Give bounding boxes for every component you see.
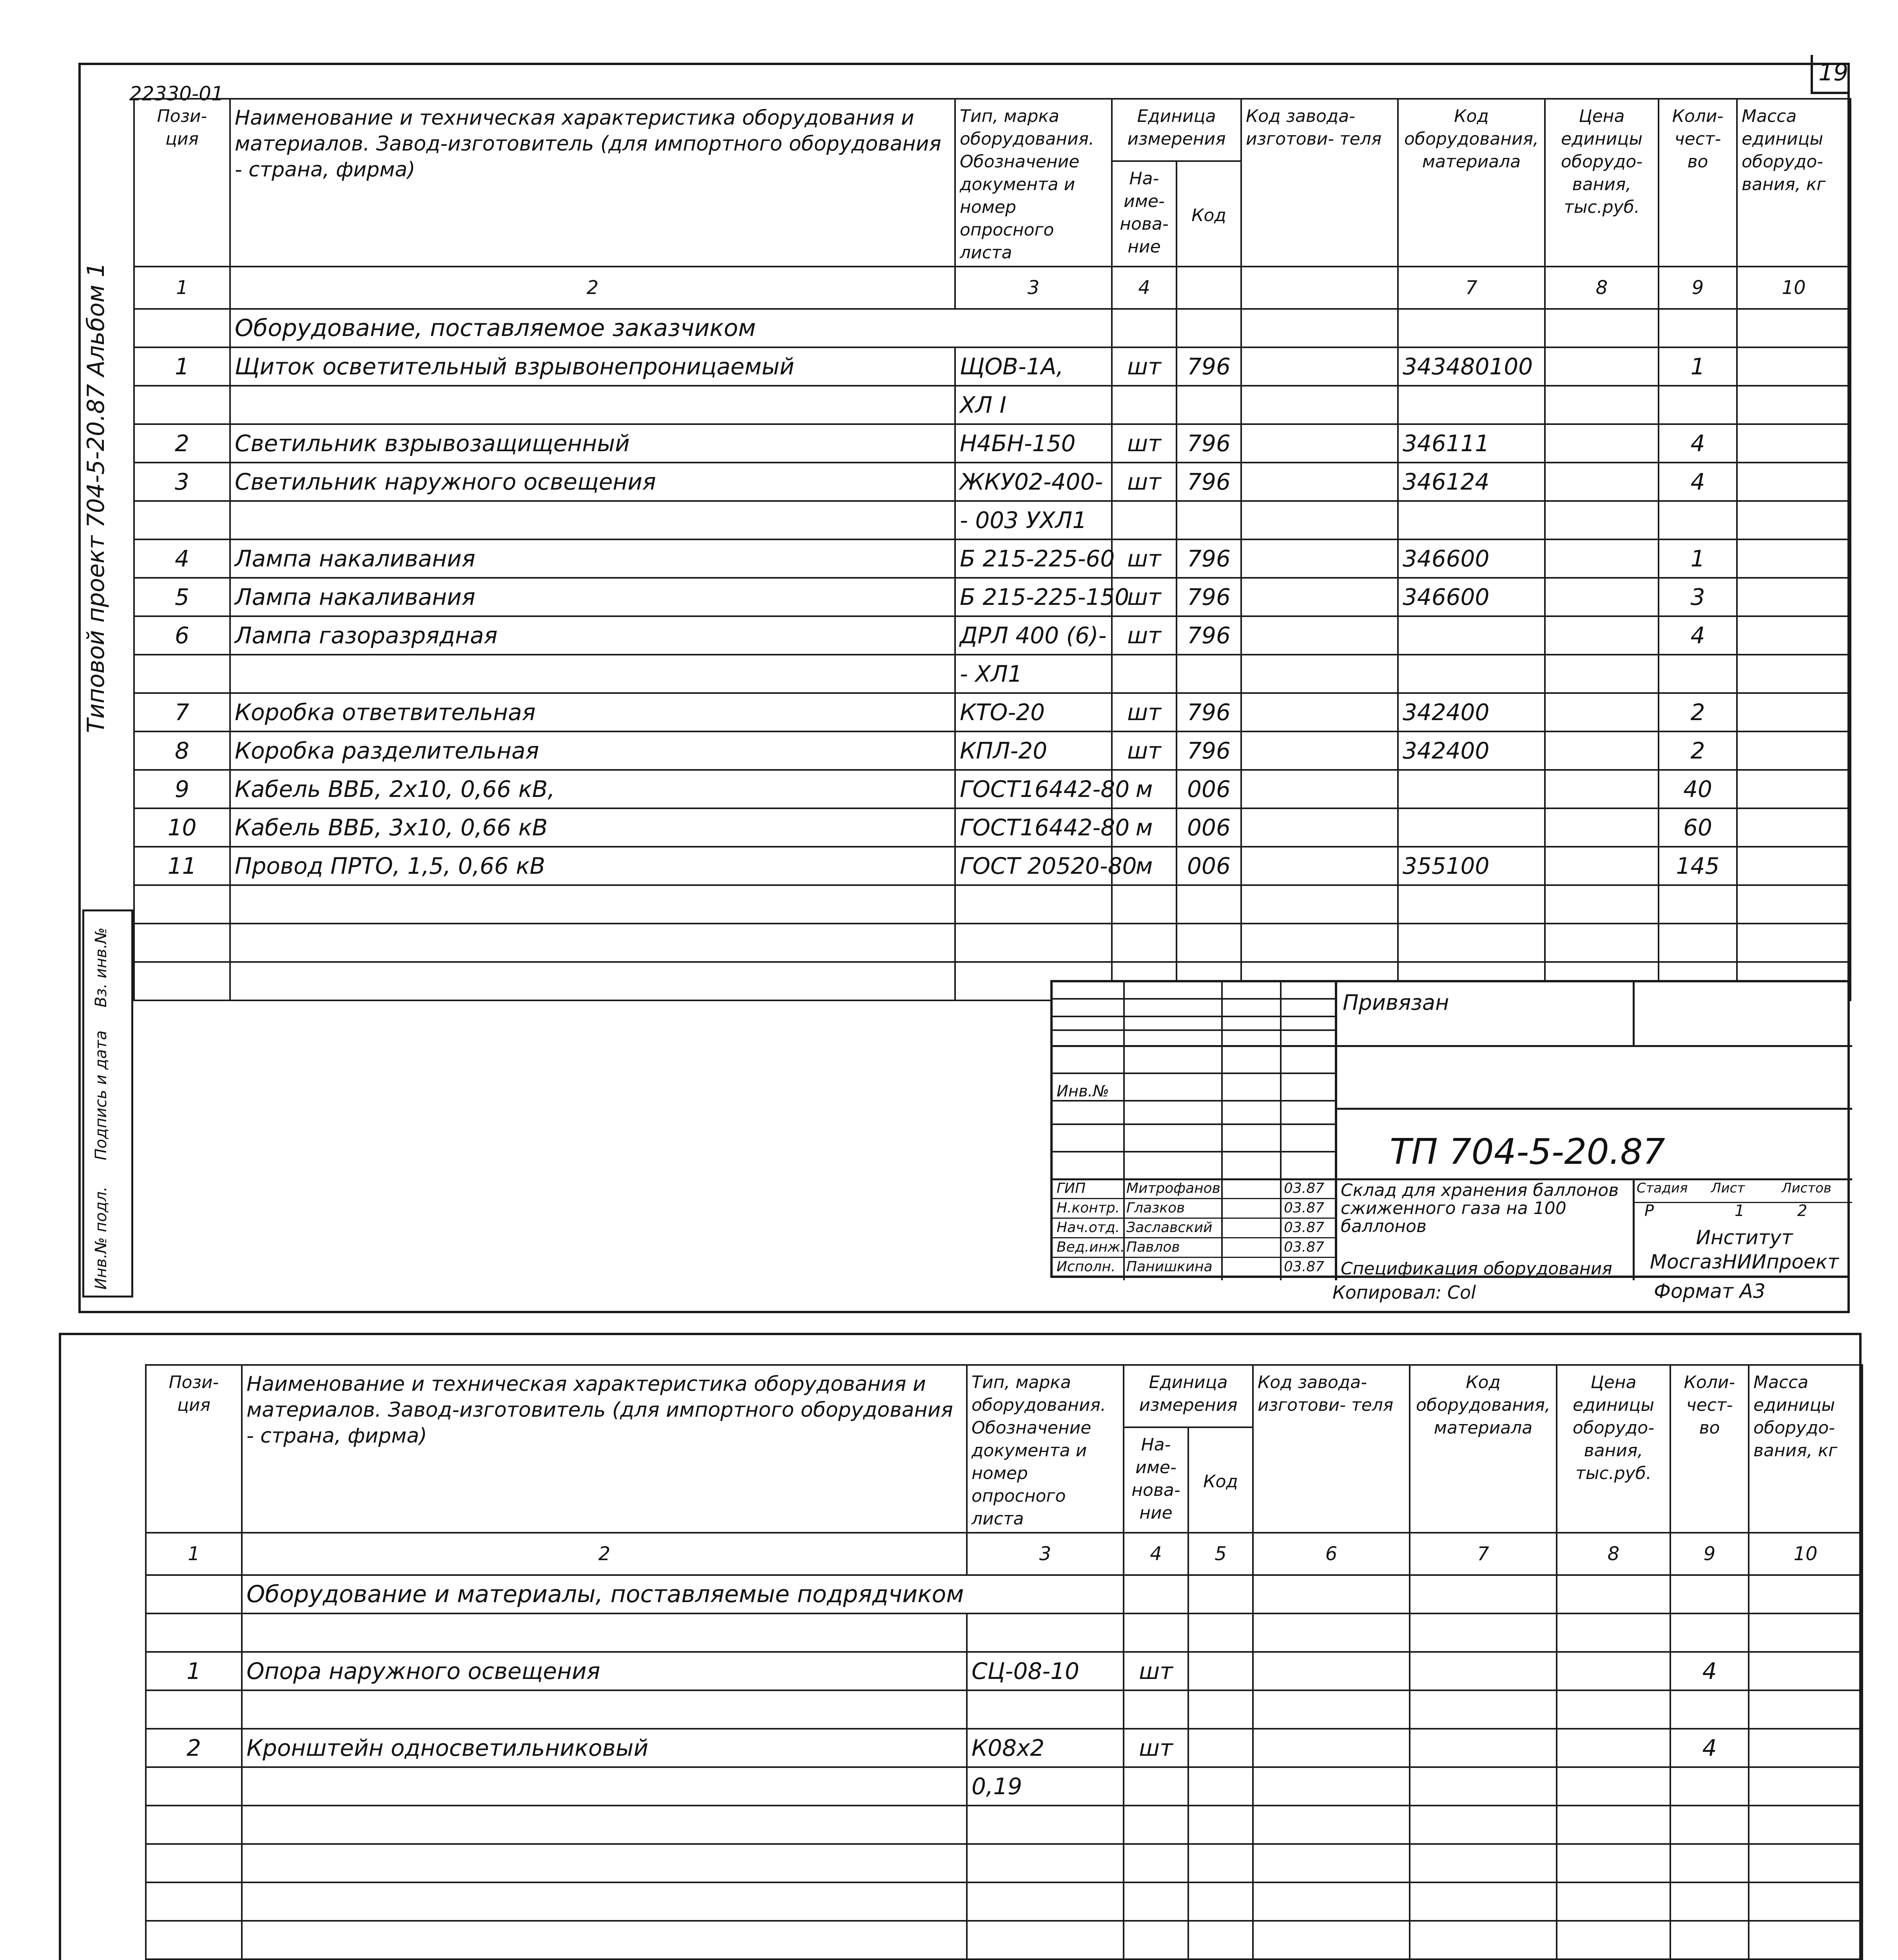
- row-equipment-code: [1398, 616, 1545, 655]
- row-factory-code: [1241, 847, 1398, 885]
- table-row: [134, 847, 1851, 885]
- header-pos: Пози- ция: [134, 99, 230, 267]
- side-stamp-1-label-2: Подпись и дата: [92, 1030, 110, 1160]
- row-price: [1545, 808, 1659, 847]
- stamp-role: Вед.инж.: [1057, 1239, 1125, 1255]
- row-price: [1545, 655, 1659, 693]
- side-album-label: Типовой проект 704-5-20.87 Альбом 1: [82, 262, 110, 733]
- row-factory-code: [1241, 347, 1398, 386]
- row-mass: [1749, 1690, 1862, 1729]
- row-name: Светильник наружного освещения: [230, 463, 955, 501]
- table-row: [134, 539, 1851, 578]
- row-unit-code: 796: [1177, 539, 1241, 578]
- col-num: 3: [967, 1533, 1124, 1575]
- sheet-value-1: 1: [1735, 1202, 1745, 1220]
- col-num: 4: [1112, 267, 1177, 309]
- row-quantity: 2: [1659, 693, 1737, 731]
- stamp-name: Заславский: [1126, 1220, 1213, 1236]
- column-numbers-row: [134, 267, 1851, 309]
- stamp-name: Глазков: [1126, 1200, 1185, 1216]
- header-unit: Единица измерения: [1124, 1365, 1253, 1427]
- row-quantity: 1: [1659, 347, 1737, 386]
- row-price: [1545, 501, 1659, 539]
- row-position: 7: [134, 693, 230, 731]
- row-equipment-code: [1398, 655, 1545, 693]
- header-unit-name: На- име- нова- ние: [1112, 161, 1177, 267]
- row-unit-code: 006: [1177, 847, 1241, 885]
- table-row: [134, 578, 1851, 616]
- table-row: [146, 1652, 1862, 1690]
- row-unit-code: 796: [1177, 347, 1241, 386]
- row-price: [1545, 731, 1659, 770]
- row-equipment-code: 346600: [1398, 578, 1545, 616]
- row-equipment-code: 342400: [1398, 693, 1545, 731]
- row-unit-code: 796: [1177, 578, 1241, 616]
- table-row: [134, 616, 1851, 655]
- row-type: ЖКУ02-400-: [955, 463, 1112, 501]
- row-position: 1: [146, 1652, 242, 1690]
- header-unit-name: На- име- нова- ние: [1124, 1427, 1188, 1533]
- header-type: Тип, марка оборудования. Обозначение документа и номер опросного листа: [955, 99, 1112, 267]
- row-quantity: 2: [1659, 731, 1737, 770]
- row-name: [242, 1767, 967, 1806]
- row-unit-code: [1188, 1690, 1253, 1729]
- stamp-date: 03.87: [1284, 1220, 1325, 1236]
- header-qty: Коли- чест- во: [1659, 99, 1737, 267]
- row-type: [967, 1690, 1124, 1729]
- row-type: - ХЛ1: [955, 655, 1112, 693]
- row-price: [1545, 347, 1659, 386]
- table-row: [134, 463, 1851, 501]
- header-type: Тип, марка оборудования. Обозначение документа и номер опросного листа: [967, 1365, 1124, 1533]
- side-stamp-1-label-3: Вз. инв.№: [92, 927, 110, 1007]
- stamp-date: 03.87: [1284, 1180, 1325, 1196]
- row-mass: [1737, 463, 1851, 501]
- stamp-role: Нач.отд.: [1057, 1220, 1120, 1236]
- col-num: 10: [1749, 1533, 1862, 1575]
- table-row: [134, 501, 1851, 539]
- row-price: [1557, 1767, 1670, 1806]
- row-type: [967, 1613, 1124, 1652]
- sheets-label-1: Листов: [1782, 1180, 1832, 1196]
- row-mass: [1749, 1767, 1862, 1806]
- row-factory-code: [1253, 1690, 1410, 1729]
- row-equipment-code: 346111: [1398, 424, 1545, 463]
- row-equipment-code: [1398, 770, 1545, 808]
- spec-table-1: [133, 98, 1851, 1001]
- table-row: [134, 386, 1851, 424]
- section-title-2: Оборудование и материалы, поставляемые подрядчиком: [242, 1575, 1124, 1613]
- col-num: 9: [1670, 1533, 1749, 1575]
- row-name: Кабель ВВБ, 2x10, 0,66 кВ,: [230, 770, 955, 808]
- row-position: [134, 501, 230, 539]
- row-name: Коробка разделительная: [230, 731, 955, 770]
- row-type: 0,19: [967, 1767, 1124, 1806]
- header-unit-code: Код: [1177, 161, 1241, 267]
- row-equipment-code: [1398, 501, 1545, 539]
- row-unit: шт: [1112, 347, 1177, 386]
- empty-row: [146, 1806, 1862, 1844]
- table-row: [134, 770, 1851, 808]
- table-row: [146, 1729, 1862, 1767]
- row-price: [1545, 578, 1659, 616]
- row-name: [242, 1690, 967, 1729]
- row-factory-code: [1241, 616, 1398, 655]
- stamp-role: Н.контр.: [1057, 1200, 1120, 1216]
- row-name: Светильник взрывозащищенный: [230, 424, 955, 463]
- row-mass: [1737, 424, 1851, 463]
- row-quantity: [1659, 655, 1737, 693]
- side-stamp-1-label-1: Инв.№ подл.: [92, 1186, 110, 1290]
- row-type: ДРЛ 400 (6)-: [955, 616, 1112, 655]
- col-num: 10: [1737, 267, 1851, 309]
- row-factory-code: [1241, 424, 1398, 463]
- empty-row: [146, 1844, 1862, 1882]
- row-unit: [1112, 655, 1177, 693]
- row-mass: [1737, 386, 1851, 424]
- row-quantity: 40: [1659, 770, 1737, 808]
- table-row: [146, 1690, 1862, 1729]
- row-price: [1545, 424, 1659, 463]
- row-name: [242, 1613, 967, 1652]
- row-price: [1545, 693, 1659, 731]
- stamp-date: 03.87: [1284, 1200, 1325, 1216]
- row-unit: [1112, 386, 1177, 424]
- row-factory-code: [1241, 578, 1398, 616]
- row-equipment-code: [1410, 1613, 1557, 1652]
- stamp-date: 03.87: [1284, 1259, 1325, 1275]
- row-unit-code: [1177, 501, 1241, 539]
- row-quantity: 4: [1659, 616, 1737, 655]
- col-num: 1: [146, 1533, 242, 1575]
- row-equipment-code: 343480100: [1398, 347, 1545, 386]
- row-name: Кронштейн односветильниковый: [242, 1729, 967, 1767]
- row-unit: [1124, 1767, 1188, 1806]
- row-type: Н4БН-150: [955, 424, 1112, 463]
- row-quantity: [1659, 386, 1737, 424]
- row-factory-code: [1241, 463, 1398, 501]
- row-unit: шт: [1112, 539, 1177, 578]
- row-quantity: 4: [1670, 1729, 1749, 1767]
- row-type: ГОСТ16442-80: [955, 808, 1112, 847]
- row-type: Б 215-225-150: [955, 578, 1112, 616]
- row-mass: [1737, 808, 1851, 847]
- row-mass: [1749, 1613, 1862, 1652]
- row-position: 2: [146, 1729, 242, 1767]
- section-title-1: Оборудование, поставляемое заказчиком: [230, 309, 1112, 347]
- row-factory-code: [1253, 1652, 1410, 1690]
- row-mass: [1737, 616, 1851, 655]
- row-factory-code: [1253, 1613, 1410, 1652]
- row-position: [146, 1767, 242, 1806]
- row-unit-code: [1188, 1652, 1253, 1690]
- row-name: Провод ПРТО, 1,5, 0,66 кВ: [230, 847, 955, 885]
- row-unit-code: 006: [1177, 770, 1241, 808]
- row-factory-code: [1241, 655, 1398, 693]
- col-num: 3: [955, 267, 1112, 309]
- row-unit-code: 796: [1177, 463, 1241, 501]
- row-position: 6: [134, 616, 230, 655]
- privyazan-label-1: Привязан: [1343, 990, 1449, 1015]
- table-row: [134, 347, 1851, 386]
- stamp-name: Павлов: [1126, 1239, 1180, 1255]
- row-price: [1545, 539, 1659, 578]
- row-position: [134, 655, 230, 693]
- col-num: 5: [1188, 1533, 1253, 1575]
- row-name: Коробка ответвительная: [230, 693, 955, 731]
- col-num: 6: [1253, 1533, 1410, 1575]
- inv-no-label-1: Инв.№: [1057, 1082, 1109, 1100]
- row-type: - 003 УХЛ1: [955, 501, 1112, 539]
- row-mass: [1737, 578, 1851, 616]
- row-type: ГОСТ16442-80: [955, 770, 1112, 808]
- col-num: 2: [242, 1533, 967, 1575]
- row-unit: шт: [1124, 1652, 1188, 1690]
- row-unit: [1124, 1690, 1188, 1729]
- col-num: 8: [1557, 1533, 1670, 1575]
- row-position: [146, 1690, 242, 1729]
- row-mass: [1749, 1729, 1862, 1767]
- row-unit-code: 796: [1177, 616, 1241, 655]
- row-name: Опора наружного освещения: [242, 1652, 967, 1690]
- row-name: Лампа газоразрядная: [230, 616, 955, 655]
- row-factory-code: [1241, 386, 1398, 424]
- row-unit: шт: [1112, 463, 1177, 501]
- row-unit: м: [1112, 770, 1177, 808]
- col-num: [1241, 267, 1398, 309]
- col-num: 8: [1545, 267, 1659, 309]
- row-equipment-code: [1398, 386, 1545, 424]
- row-unit: шт: [1112, 578, 1177, 616]
- row-name: Лампа накаливания: [230, 539, 955, 578]
- row-unit: шт: [1124, 1729, 1188, 1767]
- table-row: [134, 655, 1851, 693]
- col-num: 1: [134, 267, 230, 309]
- col-num: 2: [230, 267, 955, 309]
- row-type: КПЛ-20: [955, 731, 1112, 770]
- row-equipment-code: [1410, 1690, 1557, 1729]
- row-type: СЦ-08-10: [967, 1652, 1124, 1690]
- row-type: КТО-20: [955, 693, 1112, 731]
- row-quantity: [1659, 501, 1737, 539]
- row-position: 8: [134, 731, 230, 770]
- row-name: Кабель ВВБ, 3x10, 0,66 кВ: [230, 808, 955, 847]
- header-mass: Масса единицы оборудо- вания, кг: [1737, 99, 1851, 267]
- row-price: [1557, 1613, 1670, 1652]
- row-position: [134, 386, 230, 424]
- row-mass: [1749, 1652, 1862, 1690]
- row-factory-code: [1253, 1729, 1410, 1767]
- table-row: [134, 808, 1851, 847]
- header-unit-code: Код: [1188, 1427, 1253, 1533]
- row-equipment-code: 346600: [1398, 539, 1545, 578]
- table-row: [146, 1767, 1862, 1806]
- row-unit: [1124, 1613, 1188, 1652]
- row-quantity: 4: [1659, 463, 1737, 501]
- row-factory-code: [1241, 539, 1398, 578]
- header-unit: Единица измерения: [1112, 99, 1241, 161]
- row-mass: [1737, 347, 1851, 386]
- row-equipment-code: 355100: [1398, 847, 1545, 885]
- header-price: Цена единицы оборудо- вания, тыс.руб.: [1545, 99, 1659, 267]
- row-position: 11: [134, 847, 230, 885]
- row-name: Щиток осветительный взрывонепроницаемый: [230, 347, 955, 386]
- header-equip-code: Код оборудования, материала: [1410, 1365, 1557, 1533]
- header-mass: Масса единицы оборудо- вания, кг: [1749, 1365, 1862, 1533]
- row-equipment-code: [1398, 808, 1545, 847]
- row-position: 2: [134, 424, 230, 463]
- row-quantity: 1: [1659, 539, 1737, 578]
- header-factory: Код завода- изготови- теля: [1241, 99, 1398, 267]
- row-type: ХЛ I: [955, 386, 1112, 424]
- row-equipment-code: 342400: [1398, 731, 1545, 770]
- row-price: [1545, 386, 1659, 424]
- row-name: [230, 501, 955, 539]
- row-quantity: 60: [1659, 808, 1737, 847]
- row-mass: [1737, 731, 1851, 770]
- row-name: [230, 655, 955, 693]
- row-type: Б 215-225-60: [955, 539, 1112, 578]
- table-row: [134, 731, 1851, 770]
- empty-row: [146, 1882, 1862, 1921]
- row-position: 3: [134, 463, 230, 501]
- row-unit: [1112, 501, 1177, 539]
- header-factory: Код завода- изготови- теля: [1253, 1365, 1410, 1533]
- stamp-name: Панишкина: [1126, 1259, 1213, 1275]
- row-mass: [1737, 770, 1851, 808]
- row-unit: шт: [1112, 693, 1177, 731]
- empty-row: [146, 1921, 1862, 1959]
- spec-table-2: [145, 1364, 1863, 1960]
- stage-value-1: Р: [1644, 1202, 1654, 1220]
- row-unit-code: 006: [1177, 808, 1241, 847]
- sheets-value-1: 2: [1797, 1202, 1807, 1220]
- row-factory-code: [1241, 731, 1398, 770]
- row-unit-code: 796: [1177, 731, 1241, 770]
- row-unit: шт: [1112, 731, 1177, 770]
- row-price: [1557, 1729, 1670, 1767]
- col-num: 7: [1410, 1533, 1557, 1575]
- row-unit: м: [1112, 847, 1177, 885]
- stamp-name: Митрофанов: [1126, 1180, 1220, 1196]
- row-price: [1545, 616, 1659, 655]
- column-numbers-row: [146, 1533, 1862, 1575]
- stamp-role: Исполн.: [1057, 1259, 1116, 1275]
- row-position: 10: [134, 808, 230, 847]
- row-type: ЩОВ-1А,: [955, 347, 1112, 386]
- row-mass: [1737, 655, 1851, 693]
- col-num: 9: [1659, 267, 1737, 309]
- row-price: [1545, 463, 1659, 501]
- row-mass: [1737, 847, 1851, 885]
- title-block-1: [1050, 980, 1850, 1278]
- institute-1: Институт МосгазНИИпроект: [1650, 1226, 1839, 1273]
- row-factory-code: [1241, 501, 1398, 539]
- row-unit-code: [1177, 655, 1241, 693]
- row-factory-code: [1241, 808, 1398, 847]
- row-unit: шт: [1112, 616, 1177, 655]
- row-unit-code: 796: [1177, 424, 1241, 463]
- row-factory-code: [1241, 693, 1398, 731]
- top-code: 22330-01: [129, 82, 224, 105]
- row-equipment-code: 346124: [1398, 463, 1545, 501]
- col-num: [1177, 267, 1241, 309]
- row-unit: м: [1112, 808, 1177, 847]
- stamp-date: 03.87: [1284, 1239, 1325, 1255]
- row-position: 4: [134, 539, 230, 578]
- header-pos: Пози- ция: [146, 1365, 242, 1533]
- page-number: 19: [1818, 59, 1849, 86]
- col-num: 4: [1124, 1533, 1188, 1575]
- row-quantity: 4: [1670, 1652, 1749, 1690]
- header-equip-code: Код оборудования, материала: [1398, 99, 1545, 267]
- table-row: [146, 1613, 1862, 1652]
- sheet-title-1: Спецификация оборудования: [1341, 1259, 1612, 1279]
- row-type: К08x2: [967, 1729, 1124, 1767]
- stage-label-1: Стадия: [1637, 1180, 1688, 1196]
- row-unit-code: [1188, 1767, 1253, 1806]
- row-mass: [1737, 501, 1851, 539]
- row-quantity: [1670, 1690, 1749, 1729]
- row-unit-code: [1188, 1729, 1253, 1767]
- sheet-label-1: Лист: [1711, 1180, 1745, 1196]
- row-position: 5: [134, 578, 230, 616]
- row-mass: [1737, 693, 1851, 731]
- row-equipment-code: [1410, 1767, 1557, 1806]
- row-equipment-code: [1410, 1652, 1557, 1690]
- row-type: ГОСТ 20520-80: [955, 847, 1112, 885]
- row-name: [230, 386, 955, 424]
- row-position: 9: [134, 770, 230, 808]
- row-equipment-code: [1410, 1729, 1557, 1767]
- row-unit-code: [1188, 1613, 1253, 1652]
- doc-code-1: ТП 704-5-20.87: [1390, 1131, 1665, 1172]
- row-quantity: [1670, 1767, 1749, 1806]
- row-price: [1557, 1652, 1670, 1690]
- header-price: Цена единицы оборудо- вания, тыс.руб.: [1557, 1365, 1670, 1533]
- row-factory-code: [1253, 1767, 1410, 1806]
- header-name: Наименование и техническая характеристика оборудования и материалов. Завод-изготовитель (для импортного оборудования - страна, фирма): [230, 99, 955, 267]
- copied-label-1: Копировал: Соl: [1332, 1282, 1476, 1303]
- row-quantity: 4: [1659, 424, 1737, 463]
- project-title-1: Склад для хранения баллонов сжиженного газа на 100 баллонов: [1341, 1180, 1619, 1236]
- row-price: [1545, 770, 1659, 808]
- table-row: [134, 424, 1851, 463]
- row-unit-code: [1177, 386, 1241, 424]
- table-row: [134, 693, 1851, 731]
- row-price: [1557, 1690, 1670, 1729]
- format-label-1: Формат А3: [1654, 1280, 1766, 1303]
- header-qty: Коли- чест- во: [1670, 1365, 1749, 1533]
- row-unit-code: 796: [1177, 693, 1241, 731]
- row-factory-code: [1241, 770, 1398, 808]
- header-name: Наименование и техническая характеристика оборудования и материалов. Завод-изготовитель (для импортного оборудования - страна, фирма): [242, 1365, 967, 1533]
- col-num: 7: [1398, 267, 1545, 309]
- row-position: 1: [134, 347, 230, 386]
- row-quantity: [1670, 1613, 1749, 1652]
- stamp-role: ГИП: [1057, 1180, 1086, 1196]
- row-name: Лампа накаливания: [230, 578, 955, 616]
- row-mass: [1737, 539, 1851, 578]
- row-price: [1545, 847, 1659, 885]
- row-quantity: 145: [1659, 847, 1737, 885]
- row-quantity: 3: [1659, 578, 1737, 616]
- row-unit: шт: [1112, 424, 1177, 463]
- row-position: [146, 1613, 242, 1652]
